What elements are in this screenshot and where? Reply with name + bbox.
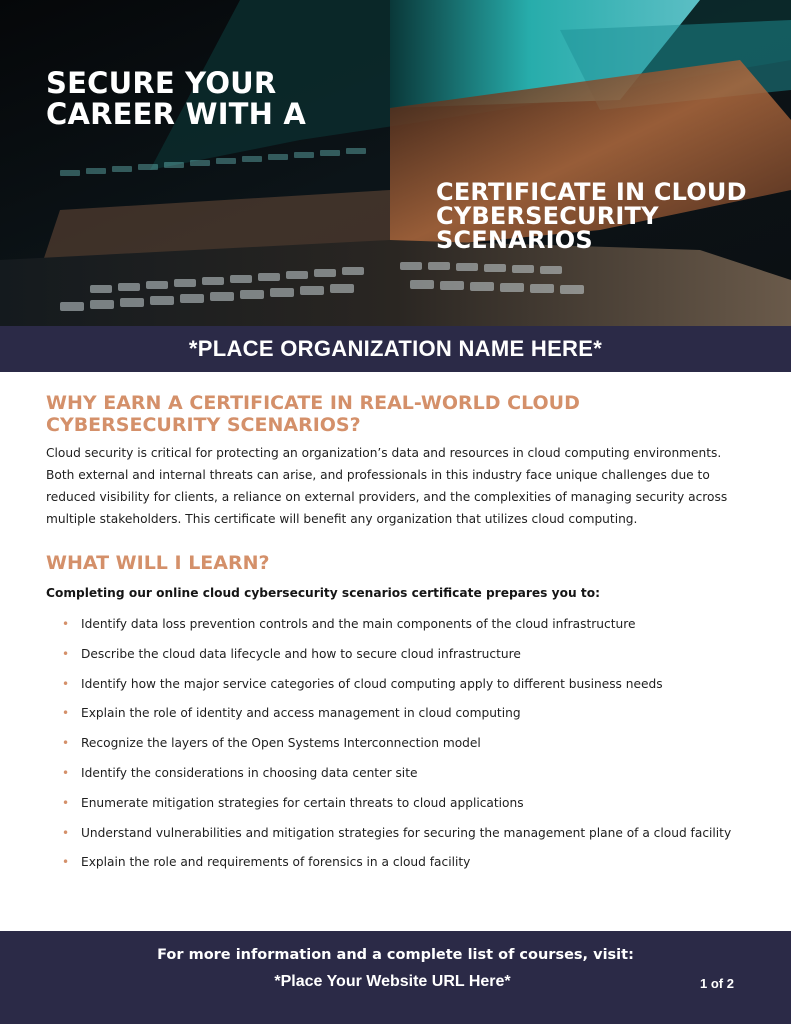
why-body: Cloud security is critical for protecting an organization’s data and resources in cloud computing environments. Both external and internal threats can arise, and professionals in this industry face unique challenges due to reduced visibility for clients, a reliance on external providers, and the complexities of managing security across multiple stakeholders. This certificate will benefit any organization that utilizes cloud computing. (46, 446, 728, 526)
footer (0, 931, 791, 1024)
page-number: 1 of 2 (700, 976, 734, 991)
list-item (46, 674, 746, 704)
list-item-text: Understand vulnerabilities and mitigation strategies for securing the management plane of a cloud facility (81, 825, 732, 840)
laptop-keyboard-image (0, 0, 791, 326)
learn-heading: WHAT WILL I LEARN? (46, 552, 270, 574)
website-url-link[interactable]: *Place Your Website URL Here* (274, 973, 511, 990)
organization-band (0, 326, 791, 372)
bullet-icon: • (62, 617, 70, 631)
learning-outcomes-list (46, 614, 746, 882)
bullet-icon: • (62, 706, 70, 721)
hero-banner (0, 0, 791, 326)
bullet-icon: • (62, 825, 70, 840)
list-item-text: Explain the role of identity and access management in cloud computing (81, 706, 521, 721)
bullet-icon: • (62, 736, 70, 751)
bullet-icon: • (62, 765, 70, 780)
why-heading: WHY EARN A CERTIFICATE IN REAL-WORLD CLOUD CYBERSECURITY SCENARIOS? (46, 392, 580, 436)
footer-info-text: For more information and a complete list of courses, visit: (157, 947, 634, 963)
bullet-icon: • (62, 646, 70, 661)
list-item (46, 852, 746, 882)
list-item (46, 823, 746, 853)
list-item (46, 614, 746, 644)
bullet-icon: • (62, 855, 70, 870)
list-item (46, 763, 746, 793)
hero-subtitle: CERTIFICATE IN CLOUD CYBERSECURITY SCENARIOS (436, 178, 747, 254)
list-item-text: Explain the role and requirements of forensics in a cloud facility (81, 855, 471, 870)
bullet-icon: • (62, 795, 70, 810)
list-item-text: Identify data loss prevention controls and the main components of the cloud infrastructure (81, 617, 636, 631)
list-item (46, 733, 746, 763)
main-content (46, 392, 746, 882)
learn-intro: Completing our online cloud cybersecurity scenarios certificate prepares you to: (46, 586, 600, 600)
list-item-text: Identify how the major service categories of cloud computing apply to different business needs (81, 676, 663, 691)
list-item-text: Identify the considerations in choosing data center site (81, 765, 418, 780)
list-item (46, 644, 746, 674)
list-item-text: Recognize the layers of the Open Systems Interconnection model (81, 736, 481, 751)
organization-name: *PLACE ORGANIZATION NAME HERE* (188, 336, 603, 361)
bullet-icon: • (62, 676, 70, 691)
list-item-text: Describe the cloud data lifecycle and how to secure cloud infrastructure (81, 646, 521, 661)
list-item (46, 703, 746, 733)
hero-title: SECURE YOUR CAREER WITH A (46, 66, 307, 131)
list-item (46, 793, 746, 823)
list-item-text: Enumerate mitigation strategies for certain threats to cloud applications (81, 795, 524, 810)
